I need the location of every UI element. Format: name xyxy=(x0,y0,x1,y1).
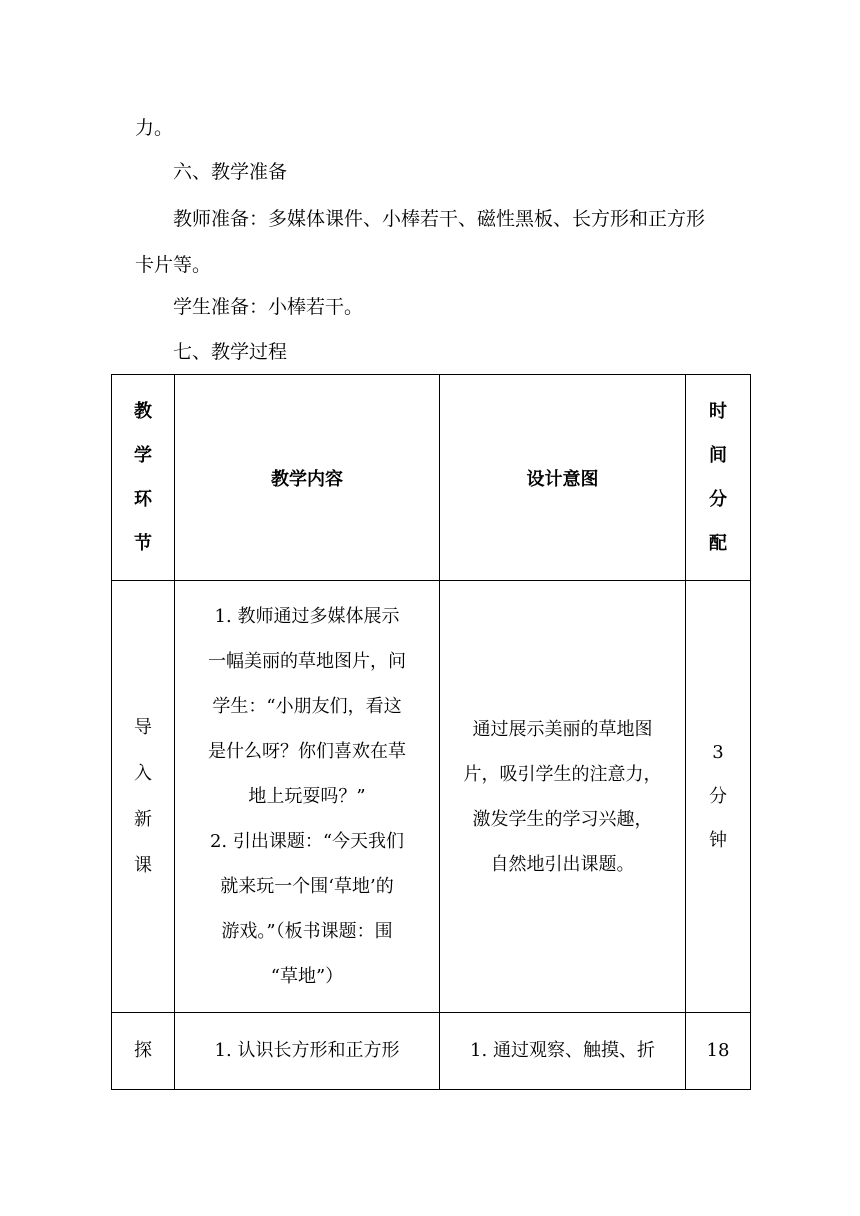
student-preparation-text: 学生准备：小棒若干。 xyxy=(173,296,364,318)
paragraph-continuation: 力。 xyxy=(135,117,174,139)
header-time: 时间分配 xyxy=(686,375,751,581)
intent-line: 通过展示美丽的草地图 xyxy=(472,718,653,740)
intent-line: 自然地引出课题。 xyxy=(490,853,635,875)
section-heading-process: 七、教学过程 xyxy=(173,341,288,363)
teaching-process-table xyxy=(111,374,751,1090)
teacher-preparation-text: 教师准备：多媒体课件、小棒若干、磁性黑板、长方形和正方形 xyxy=(173,208,706,230)
header-intent: 设计意图 xyxy=(440,375,686,581)
content-line: 2. 引出课题：“今天我们 xyxy=(209,831,405,852)
content-line: 学生：“小朋友们，看这 xyxy=(212,696,402,717)
content-line: 地上玩耍吗？” xyxy=(248,786,366,807)
content-line: 就来玩一个围‘草地’的 xyxy=(220,876,394,897)
content-line: “草地”） xyxy=(270,966,344,987)
table-header-row xyxy=(112,375,751,581)
content-line: 游戏。”（板书课题：围 xyxy=(221,921,393,942)
header-content: 教学内容 xyxy=(175,375,440,581)
header-stage: 教学环节 xyxy=(112,375,175,581)
content-line: 一幅美丽的草地图片，问 xyxy=(208,651,406,672)
intent-line: 片，吸引学生的注意力， xyxy=(463,763,662,785)
table-row xyxy=(112,581,751,1013)
table-row xyxy=(112,1013,751,1090)
time-cell: 3分钟 xyxy=(686,581,751,1013)
content-cell xyxy=(175,581,440,1013)
content-cell: 1. 认识长方形和正方形 xyxy=(175,1013,440,1090)
stage-cell: 探 xyxy=(112,1013,175,1090)
intent-cell: 1. 通过观察、触摸、折 xyxy=(440,1013,686,1090)
content-line: 是什么呀？你们喜欢在草 xyxy=(208,741,406,762)
intent-line: 激发学生的学习兴趣， xyxy=(472,808,653,830)
stage-cell: 导入新课 xyxy=(112,581,175,1013)
intent-cell xyxy=(440,581,686,1013)
time-cell: 18 xyxy=(686,1013,751,1090)
section-heading-preparation: 六、教学准备 xyxy=(173,161,288,183)
content-line: 1. 教师通过多媒体展示 xyxy=(214,606,400,627)
teacher-preparation-text-cont: 卡片等。 xyxy=(135,254,212,276)
